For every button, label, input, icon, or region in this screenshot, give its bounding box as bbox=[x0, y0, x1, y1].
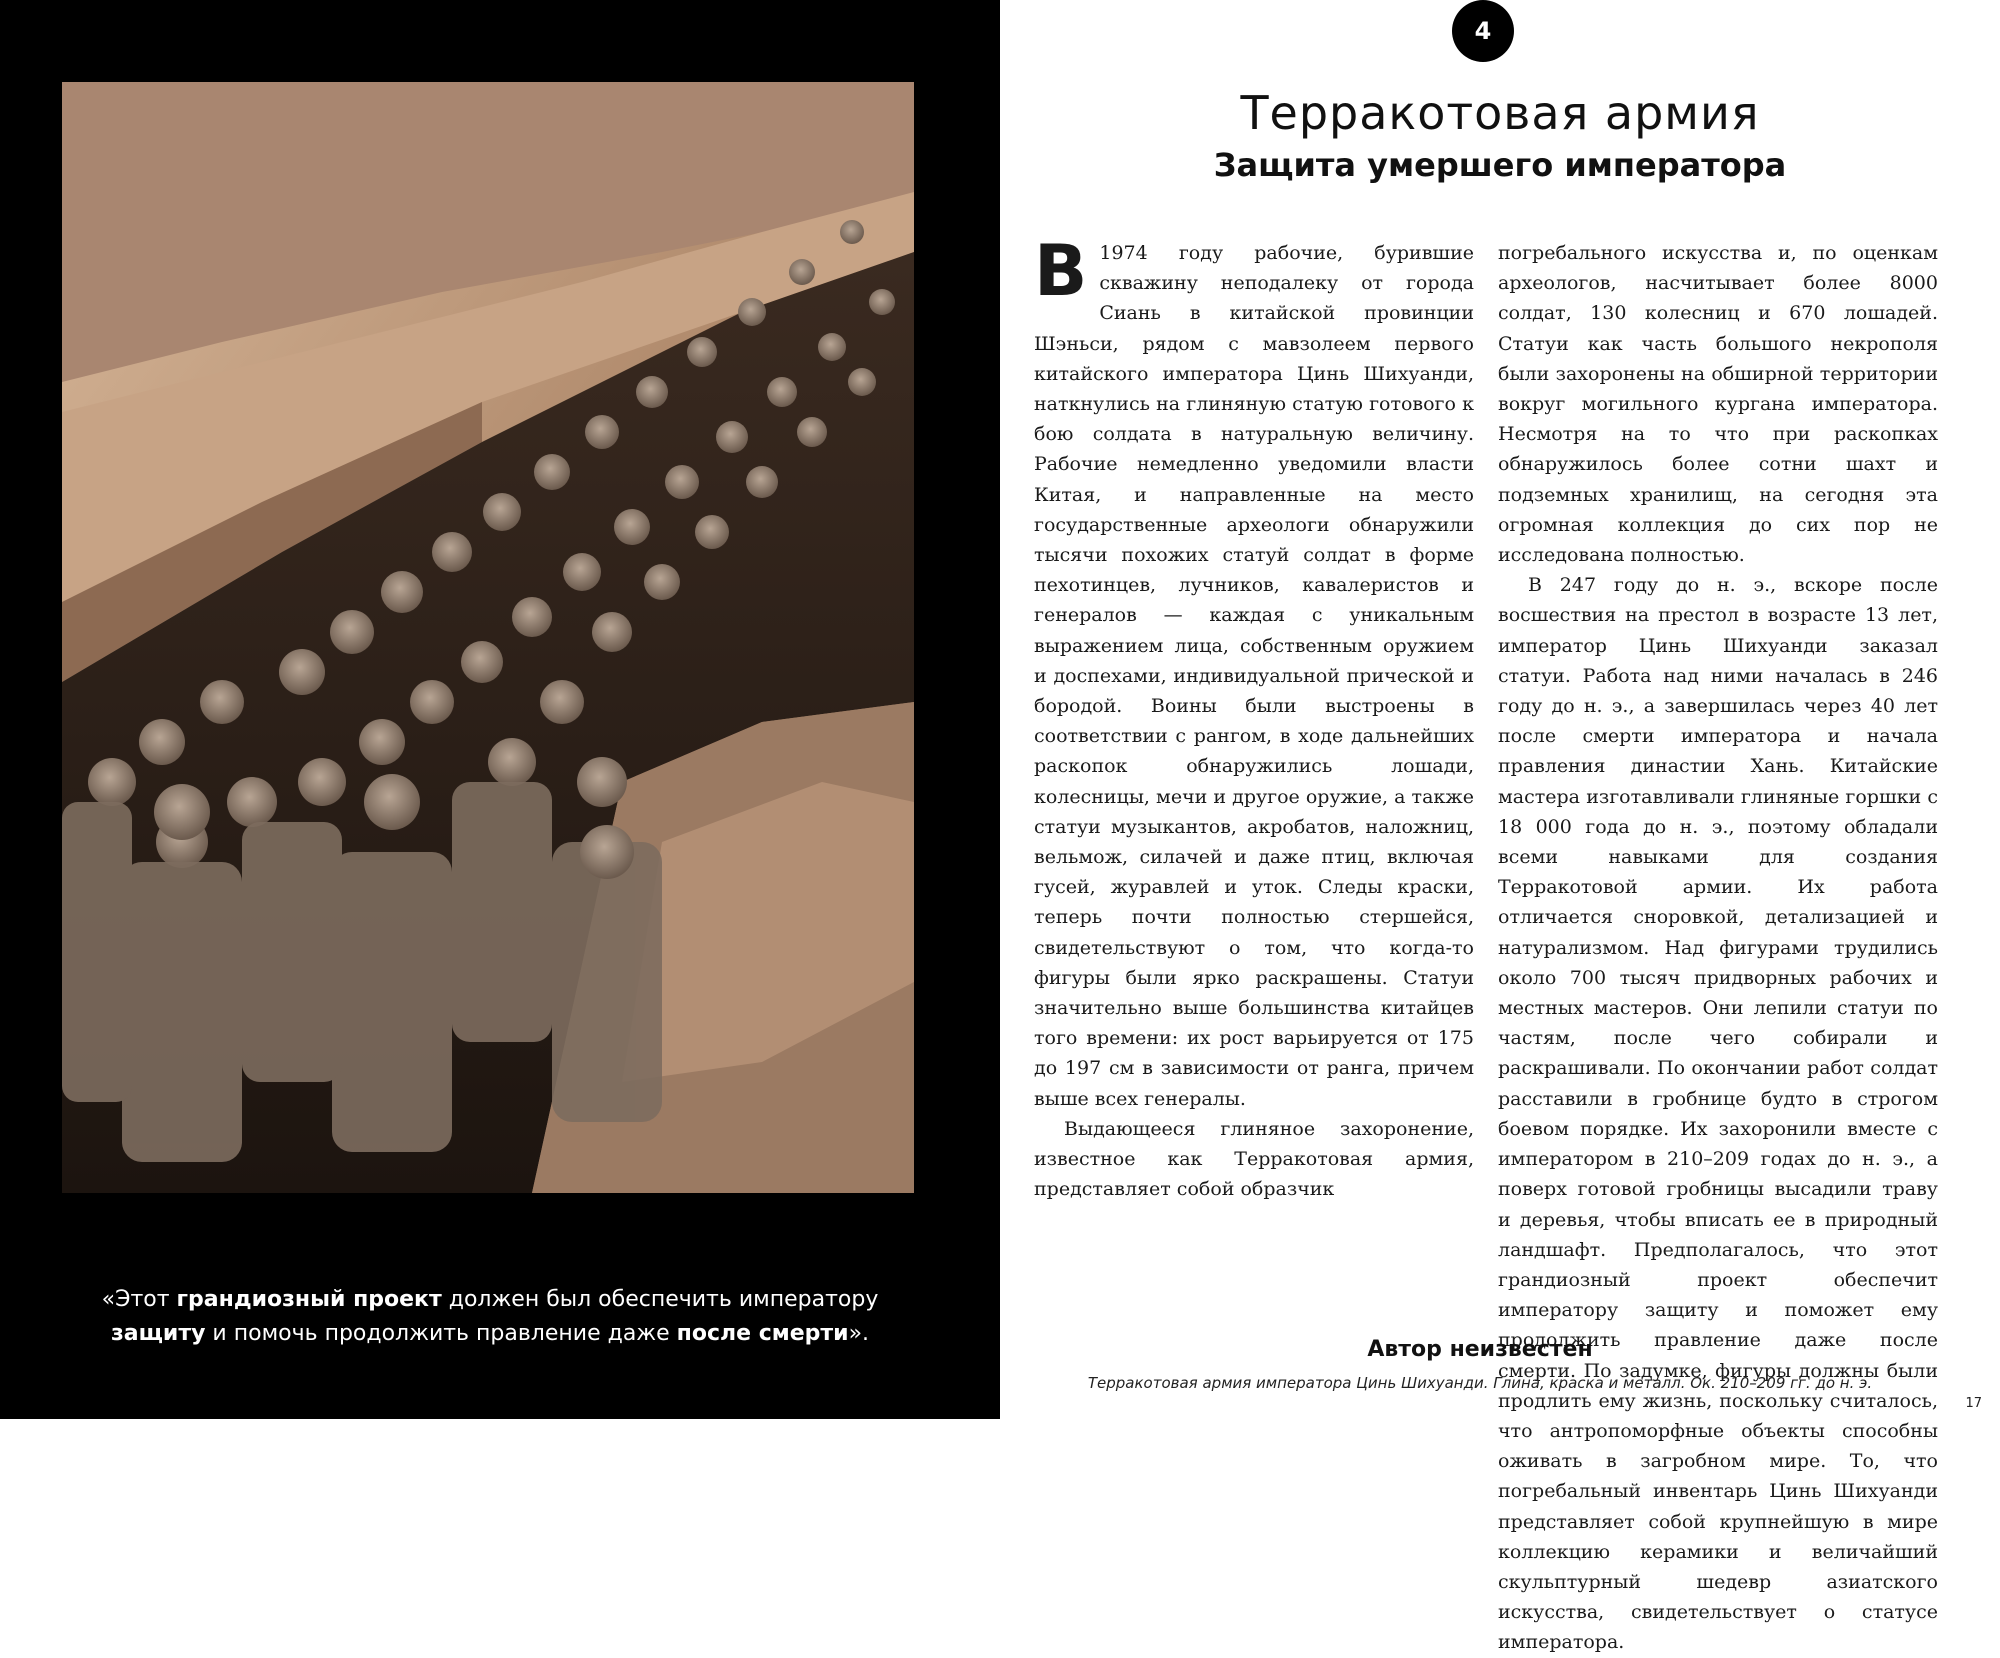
artwork-author: Автор неизвестен bbox=[1367, 1337, 1593, 1362]
paragraph-1-text: 1974 году рабочие, бурившие скважину неподалеку от города Сиань в китайской провинции Шэньси, рядом с мавзолеем первого китайского императора Цинь Шихуанди, наткнулись на глиняную статую готового к бою солдата в натуральную величину. Рабочие немедленно уведомили власти Китая, и направленные на место государственные археологи обнаружили тысячи похожих статуй солдат в форме пехотинцев, лучников, кавалеристов и генералов — каждая с уникальным выражением лица, собственным оружием и доспехами, индивидуальной прической и бородой. Воины были выстроены в соответствии с рангом, в ходе дальнейших раскопок обнаружились лошади, колесницы, мечи и другое оружие, а также статуи музыкантов, акробатов, наложниц, вельмож, силачей и даже птиц, включая гусей, журавлей и уток. Следы краски, теперь почти полностью стершейся, свидетельствуют о том, что когда-то фигуры были ярко раскрашены. Статуи значительно выше большинства китайцев того времени: их рост варьируется от 175 до 197 см в зависимости от ранга, причем выше всех генералы. bbox=[1034, 242, 1474, 1110]
artwork-caption: Терракотовая армия императора Цинь Шихуанди. Глина, краска и металл. Ок. 210–209 гг. до н. э. bbox=[1087, 1374, 1873, 1392]
paragraph-3: В 247 году до н. э., вскоре после восшествия на престол в возрасте 13 лет, император Цинь Шихуанди заказал статуи. Работа над ними началась в 246 году до н. э., а завершилась через 40 лет после смерти императора и начала правления династии Хань. Китайские мастера изготавливали глиняные горшки с 18 000 года до н. э., поэтому обладали всеми навыками для создания Терракотовой армии. Их работа отличается сноровкой, детализацией и натурализмом. Над фигурами трудились около 700 тысяч придворных рабочих и местных мастеров. Они лепили статуи по частям, после чего собирали и раскрашивали. По окончании работ солдат расставили в гробнице будто в строгом боевом порядке. Их захоронили вместе с императором в 210–209 годах до н. э., а поверх готовой гробницы высадили траву и деревья, чтобы вписать ее в природный ландшафт. Предполагалось, что этот грандиозный проект обеспечит императору защиту и поможет ему продолжить правление даже после смерти. По задумке, фигуры должны были продлить ему жизнь, поскольку считалось, что антропоморфные объекты способны оживать в загробном мире. То, что погребальный инвентарь Цинь Шихуанди представляет собой крупнейшую в мире коллекцию керамики и величайший скульптурный шедевр азиатского искусства, свидетельствует о статусе императора. bbox=[1498, 574, 1938, 1654]
pull-quote bbox=[90, 1283, 890, 1351]
quote-text-4: ». bbox=[848, 1321, 870, 1346]
chapter-number-badge: 4 bbox=[1452, 0, 1514, 62]
paragraph-2: Выдающееся глиняное захоронение, известное как Терракотовая армия, представляет собой образчик bbox=[1034, 1117, 1474, 1201]
photo-illustration bbox=[62, 82, 914, 1193]
paragraph-1 bbox=[1034, 230, 1474, 1114]
page-subtitle: Защита умершего императора bbox=[1213, 146, 1787, 184]
dropcap-letter: В bbox=[1034, 230, 1088, 312]
page-number: 17 bbox=[1965, 1396, 1982, 1411]
terracotta-army-photo bbox=[62, 82, 914, 1193]
left-page bbox=[0, 0, 1000, 1419]
quote-text-2: должен был обеспечить императору bbox=[441, 1287, 879, 1312]
quote-text-1: «Этот bbox=[101, 1287, 177, 1312]
body-column-1 bbox=[1034, 230, 1474, 1205]
quote-bold-2: защиту bbox=[110, 1321, 206, 1346]
quote-text-3: и помочь продолжить правление даже bbox=[205, 1321, 677, 1346]
page-title: Терракотовая армия bbox=[1240, 86, 1760, 140]
quote-bold-1: грандиозный проект bbox=[176, 1287, 442, 1312]
quote-bold-3: после смерти bbox=[676, 1321, 849, 1346]
paragraph-2-continued: погребального искусства и, по оценкам археологов, насчитывает более 8000 солдат, 130 колесниц и 670 лошадей. Статуи как часть большого некрополя были захоронены на обширной территории вокруг могильного кургана императора. Несмотря на то что при раскопках обнаружилось более сотни шахт и подземных хранилищ, на сегодня эта огромная коллекция до сих пор не исследована полностью. bbox=[1498, 242, 1938, 567]
body-column-2 bbox=[1498, 238, 1938, 1658]
